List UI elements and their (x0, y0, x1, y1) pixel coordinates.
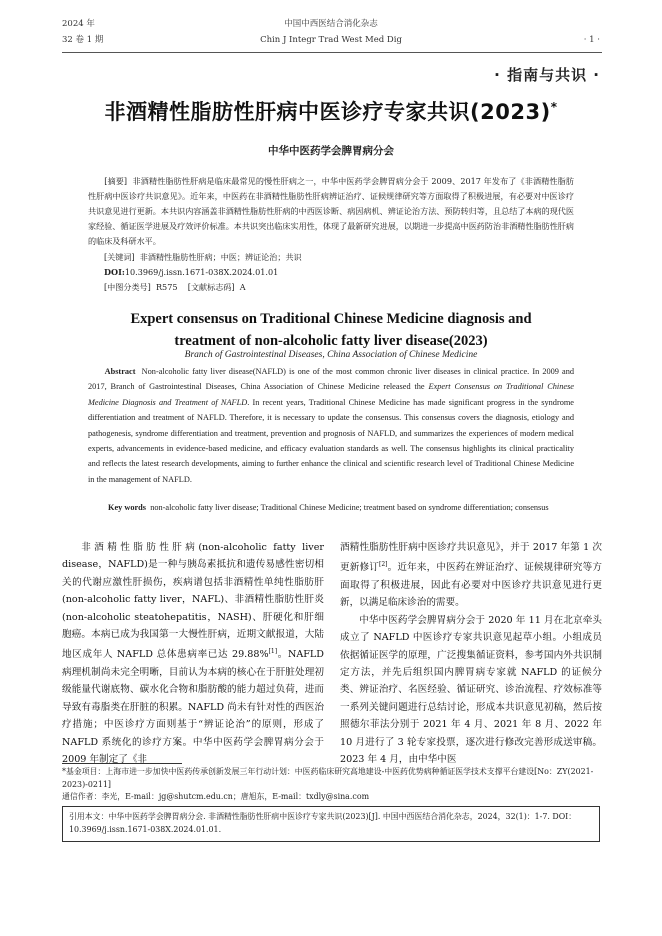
footnotes (62, 766, 602, 804)
body-right-column (340, 539, 602, 768)
abstract-en-italic-title: Expert Consensus on Traditional Chinese Medicine Diagnosis and Treatment of NAFLD (88, 382, 574, 407)
article-title-cn (0, 96, 662, 126)
footnote-rule (62, 763, 182, 764)
body-text: 酒精性脂肪性肝病中医诊疗共识意见》，并于 2017 年第 1 次更新修订 (340, 542, 602, 574)
doi-value: 10.3969/j.issn.1671-038X.2024.01.01 (124, 267, 279, 277)
doi-label: DOI: (104, 267, 125, 277)
abstract-en-text-a: Non-alcoholic fatty liver disease(NAFLD) is one of the most common chronic liver diseases in clinical practice. In 2009 and 2017, Branch of Gastrointestinal Diseases, China Association of Chinese Medicine released the (88, 367, 574, 392)
citation-label: 引用本文： (69, 812, 109, 821)
contact-text: 李光，E-mail：jg@shutcm.edu.cn；唐旭东，E-mail：txdly@sina.com (101, 792, 370, 801)
keywords-en-text: non-alcoholic fatty liver disease; Traditional Chinese Medicine; treatment based on syndrome differentiation; consensus (150, 503, 549, 512)
citation-text: 中华中医药学会脾胃病分会. 非酒精性脂肪性肝病中医诊疗专家共识(2023)[J]. 中国中西医结合消化杂志，2024，32(1)：1-7. DOI：10.3969/j.issn.1671-038X.2024.01.01. (69, 812, 577, 834)
section-tag: · 指南与共识 · (494, 66, 600, 84)
keywords-cn (88, 250, 590, 265)
header-year: 2024 年 (62, 19, 95, 29)
clc-value: R575 (155, 282, 178, 292)
fund-footnote (62, 766, 602, 791)
doi-line (88, 265, 590, 280)
contact-label: 通信作者： (62, 792, 102, 801)
body-text: 。NAFLD 病理机制尚未完全明晰，目前认为本病的核心在于肝脏处理初级能量代谢底物、碳水化合物和脂肪酸的能力超过负荷，进而导致有毒脂类在肝脏的积累。NAFLD 尚未有针对性的西医治疗措施；中医诊疗方面则基于“辨证论治”的原则，形成了 NAFLD 系统化的诊疗方案。中华中医药学会脾胃病分会于 2009 年制定了《非 (62, 649, 324, 766)
abstract-cn-label: [摘要] (104, 176, 128, 186)
citation-box (62, 806, 600, 842)
abstract-en-label: Abstract (104, 367, 136, 376)
fund-footnote-mark: * (550, 100, 558, 114)
classification-line (88, 280, 590, 295)
abstract-cn (88, 174, 574, 249)
abstract-en (88, 364, 574, 487)
body-paragraph (340, 612, 602, 769)
header-rule (62, 52, 602, 53)
body-paragraph (340, 539, 602, 612)
fund-label: *基金项目： (62, 767, 106, 776)
contact-footnote (62, 791, 602, 804)
header-volume: 32 卷 1 期 (62, 35, 104, 45)
body-text: 。近年来，中医药在辨证治疗、证候规律研究等方面取得了积极进展，因此有必要对中医诊疗共识意见进行更新，以满足临床诊治的需要。 (340, 562, 602, 609)
keywords-en-label: Key words (108, 503, 147, 512)
header-journal-cn: 中国中西医结合消化杂志 (284, 19, 378, 29)
body-text: 非酒精性脂肪性肝病(non-alcoholic fatty liver disease，NAFLD)是一种与胰岛素抵抗和遗传易感性密切相关的代谢应激性肝损伤，疾病谱包括非酒精性单纯性脂肪肝(non-alcoholic fatty liver，NAFL)、非酒精性脂肪性肝炎(non-alcoholic steatohepatitis，NASH)、肝硬化和肝细胞癌。本病已成为我国第一大慢性肝病，近期文献报道，大陆地区成年人 NAFLD 总体患病率已达 29.88% (62, 542, 324, 661)
reference-mark: [1] (268, 648, 278, 656)
article-title-en (0, 308, 662, 352)
article-title-en-line1: Expert consensus on Traditional Chinese Medicine diagnosis and (130, 311, 532, 327)
header-page-number: · 1 · (583, 35, 600, 45)
fund-text: 上海市进一步加快中医药传承创新发展三年行动计划：中医药临床研究高地建设-中医药优势病种循证医学技术支撑平台建设[No：ZY(2021-2023)-0211] (62, 767, 594, 789)
author-en: Branch of Gastrointestinal Diseases, China Association of Chinese Medicine (184, 350, 478, 360)
abstract-en-text-b: . In recent years, Traditional Chinese Medicine has made significant progress in the syndrome differentiation and treatment of NAFLD. Therefore, it is necessary to update the consensus. This consensus covers the diagnosis, etiology and pathogenesis, syndrome differentiation and treatment, prevention and prognosis of NAFLD, and summarizes the experiences of modern medical experts, advancements in evidence-based medicine, and efficacy evaluation standards as well. The consensus highlights its clinical practicality and reflects the latest research developments, aiming to further enhance the clinical and scientific research level of Traditional Chinese Medicine in the management of NAFLD. (88, 397, 574, 484)
keywords-en (88, 500, 594, 515)
doc-code-value: A (239, 282, 246, 292)
body-left-column (62, 539, 324, 768)
author-cn: 中华中医药学会脾胃病分会 (268, 145, 394, 157)
abstract-cn-text: 非酒精性脂肪性肝病是临床最常见的慢性肝病之一，中华中医药学会脾胃病分会于 2009、2017 年发布了《非酒精性脂肪性肝病中医诊疗共识意见》。近年来，中医药在非酒精性脂肪性肝病辨证治疗、证候规律研究等方面取得了积极进展，有必要对中医诊疗共识意见进行更新。本共识内容涵盖非酒精性脂肪性肝病的中西医诊断、病因病机、辨证论治方法、预防转归等，且总结了本病的现代医家经验、循证医学进展及疗效评价标准。本共识突出临床实用性，体现了最新研究进展，以期进一步提高中医药防治非酒精性脂肪性肝病的临床及科研水平。 (88, 176, 574, 246)
keywords-cn-text: 非酒精性脂肪性肝病；中医；辨证论治；共识 (139, 252, 302, 262)
body-text: 中华中医药学会脾胃病分会于 2020 年 11 月在北京牵头成立了 NAFLD 中医诊疗专家共识意见起草小组。小组成员依据循证医学的原理，广泛搜集循证资料，参考国内外共识制定方法，并先后组织国内脾胃病专家就 NAFLD 的证候分类、辨证治疗、名医经验、循证研究、诊治流程、疗效标准等一系列关键问题进行总结讨论，形成本共识意见初稿，然后按照德尔菲法分别于 2021 年 4 月、2021 年 8 月、2022 年 10 月进行了 3 轮专家投票，逐次进行修改完善形成送审稿。2023 年 4 月，由中华中医 (340, 614, 602, 766)
clc-label: [中图分类号] (104, 282, 151, 292)
article-title-text: 非酒精性脂肪性肝病中医诊疗专家共识(2023) (104, 100, 551, 124)
header-journal-en: Chin J Integr Trad West Med Dig (260, 35, 402, 45)
body-paragraph (62, 539, 324, 768)
article-title-en-line2: treatment of non-alcoholic fatty liver disease(2023) (174, 333, 488, 349)
keywords-cn-label: [关键词] (104, 252, 135, 262)
reference-mark: [2] (379, 561, 388, 569)
doc-code-label: [文献标志码] (187, 282, 235, 292)
